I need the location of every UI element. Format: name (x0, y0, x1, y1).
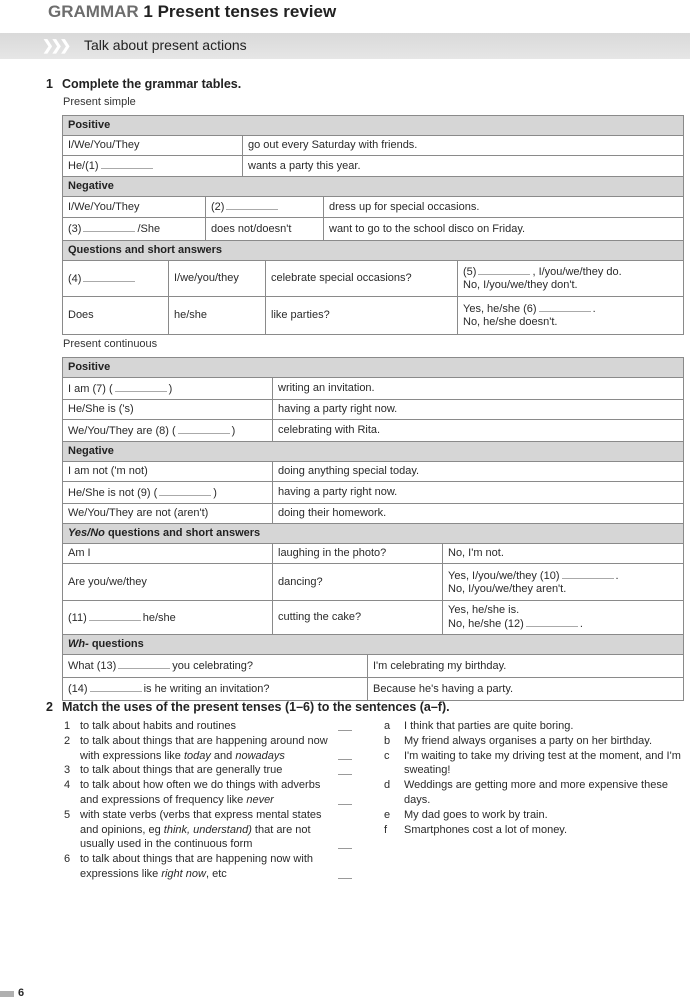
cell-content (278, 507, 386, 520)
text: (2) (211, 201, 225, 213)
table-cell (63, 504, 273, 523)
table-cell (63, 261, 169, 296)
table-cell (273, 482, 683, 503)
text: doing their homework. (278, 507, 387, 519)
uses-list (64, 719, 364, 882)
table-row (63, 655, 683, 678)
sentence-item (384, 749, 690, 779)
table-row (63, 136, 683, 156)
table-row (63, 504, 683, 524)
table-row (63, 261, 683, 297)
cell-content (68, 382, 172, 396)
table-cell (206, 218, 324, 240)
table-cell (273, 420, 683, 441)
cell-content (329, 223, 525, 236)
match-answer-blank[interactable] (338, 730, 352, 731)
text: want to go to the school disco on Friday. (329, 222, 526, 235)
table-cell (63, 197, 206, 217)
item-number: 4 (64, 779, 71, 792)
table-cell (63, 156, 243, 176)
item-text (80, 778, 332, 808)
text: Negative (68, 180, 114, 192)
text: (5) (463, 266, 477, 278)
table-cell (63, 601, 273, 634)
table-cell (63, 482, 273, 503)
cell-content (278, 403, 397, 416)
item-text (80, 852, 332, 882)
table-section-header (63, 116, 683, 136)
use-item (64, 852, 364, 882)
table-cell (443, 564, 683, 600)
table-row (63, 544, 683, 564)
sentence-item (384, 808, 690, 823)
use-item (64, 763, 364, 778)
italic-text: nowadays (235, 749, 285, 762)
text: I am not ('m not) (68, 465, 148, 477)
cell-content (248, 160, 361, 173)
italic-text: Wh- (68, 638, 89, 650)
table-cell (368, 655, 683, 677)
table-cell (368, 678, 683, 700)
text: to talk about things that are generally true (80, 764, 283, 777)
item-number: 3 (64, 764, 71, 777)
table-cell (63, 378, 273, 399)
text: you celebrating? (172, 660, 254, 672)
text: Negative (68, 445, 114, 457)
table-cell (63, 420, 273, 441)
table-cell (63, 564, 273, 600)
text: writing an invitation. (278, 382, 375, 394)
cell-content (68, 547, 91, 560)
table-row (63, 297, 683, 334)
use-item (64, 734, 364, 764)
exercise-instruction: Match the uses of the present tenses (1–6) to the sentences (a–f). (62, 700, 450, 714)
sentence-text: My dad goes to work by train. (404, 808, 548, 821)
text: I/we/you/they (174, 272, 239, 284)
exercise-instruction: Complete the grammar tables. (62, 77, 242, 91)
cell-content (211, 200, 280, 214)
text: questions (88, 638, 144, 650)
text: I/We/You/They (68, 139, 140, 151)
text: . No, he/she doesn't. (463, 303, 596, 328)
cell-content (463, 302, 596, 329)
text: questions and short answers (104, 527, 261, 539)
table-row (63, 218, 683, 241)
table-cell (266, 261, 458, 296)
cell-content (68, 159, 155, 173)
text: , etc (205, 867, 227, 880)
text: ) (213, 486, 217, 499)
present-simple-label: Present simple (63, 96, 136, 108)
text: ) (231, 424, 236, 437)
answer-blank[interactable] (539, 302, 591, 312)
text: he/she (142, 611, 176, 624)
cell-content (271, 272, 412, 285)
table-cell (273, 462, 683, 481)
answer-blank[interactable] (115, 382, 167, 392)
cell-content (448, 569, 619, 596)
cell-content (68, 659, 253, 673)
table-section-header (63, 241, 683, 261)
sentence-letter: b (384, 734, 391, 747)
table-cell (273, 378, 683, 399)
text: (14) (68, 683, 88, 695)
subtitle-band (0, 33, 690, 59)
cell-content (373, 683, 513, 696)
answer-blank[interactable] (101, 159, 153, 169)
sentence-item (384, 823, 690, 838)
text: He/(1) (68, 160, 99, 172)
table-cell (273, 564, 443, 600)
text: /She (137, 223, 161, 235)
exercise-1-heading (46, 77, 241, 91)
cell-content (68, 486, 217, 500)
table-cell (243, 156, 683, 176)
cell-content (68, 201, 140, 214)
table-cell (63, 136, 243, 155)
table-cell (273, 601, 443, 634)
cell-content (278, 547, 386, 560)
item-text (80, 719, 332, 734)
text: He/She is ('s) (68, 403, 134, 415)
answer-blank[interactable] (478, 265, 530, 275)
item-number: 5 (64, 808, 71, 821)
cell-content (271, 309, 330, 322)
item-number: 6 (64, 853, 71, 866)
table-section-header (63, 177, 683, 197)
text: Questions and short answers (68, 244, 223, 256)
item-text (80, 763, 332, 778)
text: Yes, he/she is. No, he/she (12) (448, 604, 524, 630)
table-cell (169, 297, 266, 334)
text: to talk about things that are happening now with expressions like (80, 853, 313, 880)
sentence-letter: a (384, 720, 391, 732)
cell-content (248, 139, 417, 152)
text: . (579, 618, 583, 630)
text: to talk about how often we do things with adverbs and expressions of frequency like (80, 779, 321, 806)
text: to talk about habits and routines (80, 720, 236, 732)
text: I/We/You/They (68, 200, 140, 213)
sentence-text: My friend always organises a party on her birthday. (404, 734, 653, 747)
text: go out every Saturday with friends. (248, 139, 418, 151)
present-continuous-table (62, 357, 684, 701)
answer-blank[interactable] (562, 569, 614, 579)
italic-text: today (183, 749, 211, 762)
table-cell (273, 400, 683, 419)
sentence-letter: d (384, 779, 391, 792)
match-answer-blank[interactable] (338, 804, 352, 805)
table-cell (243, 136, 683, 155)
table-section-header (63, 442, 683, 462)
cell-content (278, 465, 419, 478)
table-cell (63, 544, 273, 563)
answer-blank[interactable] (90, 682, 142, 692)
sentence-letter: f (384, 823, 388, 836)
item-text (80, 808, 332, 852)
answer-blank[interactable] (89, 611, 141, 621)
answer-blank[interactable] (159, 486, 211, 496)
answer-blank[interactable] (178, 424, 230, 434)
text: laughing in the photo? (278, 547, 387, 559)
text: doing anything special today. (278, 465, 420, 477)
page-number (0, 987, 34, 999)
cell-content (448, 547, 504, 560)
sentence-letter: e (384, 808, 391, 821)
exercise-number: 1 (46, 77, 53, 91)
text: (4) (68, 272, 82, 285)
text: that are not usually used in the continuous form (80, 823, 311, 851)
item-text (80, 734, 332, 764)
table-cell (458, 297, 683, 334)
italic-text: think, understand) (163, 823, 252, 836)
text: does not/doesn't (211, 222, 292, 235)
table-cell (206, 197, 324, 217)
text: Does (68, 309, 94, 321)
page-marker (0, 991, 14, 997)
text: cutting the cake? (278, 611, 362, 623)
title-text: Present tenses review (157, 2, 337, 21)
grammar-label: GRAMMAR (48, 2, 139, 21)
table-row (63, 601, 683, 635)
cell-content (174, 272, 239, 285)
present-continuous-label: Present continuous (63, 338, 158, 350)
table-cell (273, 504, 683, 523)
answer-blank[interactable] (526, 617, 578, 627)
table-section-header (63, 635, 683, 655)
cell-content (68, 465, 148, 478)
cell-content (278, 576, 323, 589)
table-section-header (63, 358, 683, 378)
match-answer-blank[interactable] (338, 759, 352, 760)
sentence-item (384, 778, 690, 808)
text: having a party right now. (278, 486, 398, 498)
exercise-number: 2 (46, 700, 53, 714)
cell-content (68, 576, 147, 589)
table-row (63, 420, 683, 442)
text: , I/you/we/they do. No, I/you/we/they don't. (463, 266, 622, 291)
italic-text: right now (161, 867, 206, 880)
cell-content (68, 309, 94, 322)
table-cell (273, 544, 443, 563)
sentences-list (384, 719, 690, 837)
text: dress up for special occasions. (329, 200, 480, 213)
italic-text: Yes/No (68, 527, 105, 539)
cell-content (68, 507, 208, 520)
cell-content (329, 201, 479, 214)
table-cell (63, 678, 368, 700)
text: is he writing an invitation? (143, 683, 270, 695)
grammar-number: 1 (143, 2, 153, 21)
subtitle: Talk about present actions (84, 37, 247, 53)
text: Are you/we/they (68, 575, 147, 588)
text: Am I (68, 547, 91, 559)
item-number: 2 (64, 734, 71, 747)
text: like parties? (271, 309, 330, 321)
cell-content (174, 309, 207, 322)
table-cell (63, 400, 273, 419)
use-item (64, 808, 364, 852)
match-answer-blank[interactable] (338, 848, 352, 849)
table-row (63, 400, 683, 420)
text: (3) (68, 223, 82, 235)
italic-text: never (246, 793, 274, 806)
use-item (64, 778, 364, 808)
cell-content (68, 403, 134, 416)
cell-content (278, 611, 361, 624)
cell-content (68, 611, 176, 625)
sentence-item (384, 719, 690, 734)
cell-content (68, 424, 235, 438)
table-cell (169, 261, 266, 296)
present-simple-table (62, 115, 684, 335)
table-row (63, 156, 683, 177)
text: Positive (68, 361, 111, 373)
table-cell (443, 601, 683, 634)
text: I am (7) ( (68, 382, 113, 395)
sentence-item (384, 734, 690, 749)
cell-content (278, 486, 397, 499)
table-row (63, 197, 683, 218)
exercise-2-heading (46, 700, 450, 714)
table-cell (266, 297, 458, 334)
cell-content (211, 223, 291, 236)
table-cell (443, 544, 683, 563)
text: ) (168, 382, 173, 395)
table-cell (63, 462, 273, 481)
text: I'm celebrating my birthday. (373, 659, 507, 672)
table-section-header (63, 524, 683, 544)
sentence-text: Weddings are getting more and more expensive these days. (404, 779, 668, 806)
answer-blank[interactable] (83, 272, 135, 282)
text: . No, I/you/we/they aren't. (448, 569, 619, 595)
use-item (64, 719, 364, 734)
page-number-text: 6 (18, 987, 25, 999)
table-cell (63, 655, 368, 677)
text: to talk about things that are happening around now with expressions like (80, 734, 328, 762)
table-row (63, 564, 683, 601)
cell-content (373, 660, 506, 673)
sentence-text: I think that parties are quite boring. (404, 720, 574, 732)
text: celebrate special occasions? (271, 272, 412, 284)
text: celebrating with Rita. (278, 424, 381, 436)
table-cell (63, 297, 169, 334)
text: wants a party this year. (248, 159, 361, 172)
text: He/She is not (9) ( (68, 486, 158, 499)
answer-blank[interactable] (83, 222, 135, 232)
text: he/she (174, 309, 208, 321)
cell-content (278, 424, 380, 437)
match-answer-blank[interactable] (338, 878, 352, 879)
text: with state verbs (verbs that express mental states and opinions, eg (80, 808, 322, 836)
cell-content (448, 604, 583, 631)
text: We/You/They are not (aren't) (68, 507, 209, 519)
text: Yes, I/you/we/they (10) (448, 569, 560, 582)
table-row (63, 678, 683, 700)
text: Yes, he/she (6) (463, 303, 537, 315)
cell-content (68, 222, 160, 236)
text: (11) (68, 611, 87, 624)
text: having a party right now. (278, 403, 398, 415)
text: dancing? (278, 575, 323, 588)
text: Because he's having a party. (373, 682, 514, 695)
text: We/You/They are (8) ( (68, 424, 176, 437)
cell-content (463, 265, 622, 292)
cell-content (278, 382, 375, 395)
table-row (63, 482, 683, 504)
text: What (13) (68, 660, 117, 672)
table-cell (63, 218, 206, 240)
item-number: 1 (64, 720, 71, 732)
text: and (210, 749, 236, 762)
table-cell (324, 218, 683, 240)
triple-chevron-icon: ❯❯❯ (42, 37, 69, 53)
match-answer-blank[interactable] (338, 774, 352, 775)
sentence-letter: c (384, 749, 390, 762)
table-cell (458, 261, 683, 296)
answer-blank[interactable] (118, 659, 170, 669)
sentence-text: I'm waiting to take my driving test at the moment, and I'm sweating! (404, 749, 681, 777)
table-cell (324, 197, 683, 217)
table-row (63, 378, 683, 400)
cell-content (68, 139, 140, 152)
text: Positive (68, 119, 111, 131)
answer-blank[interactable] (226, 200, 278, 210)
table-row (63, 462, 683, 482)
sentence-text: Smartphones cost a lot of money. (404, 823, 568, 836)
cell-content (68, 272, 137, 286)
cell-content (68, 682, 270, 696)
text: No, I'm not. (448, 547, 504, 559)
page-title (48, 2, 336, 22)
